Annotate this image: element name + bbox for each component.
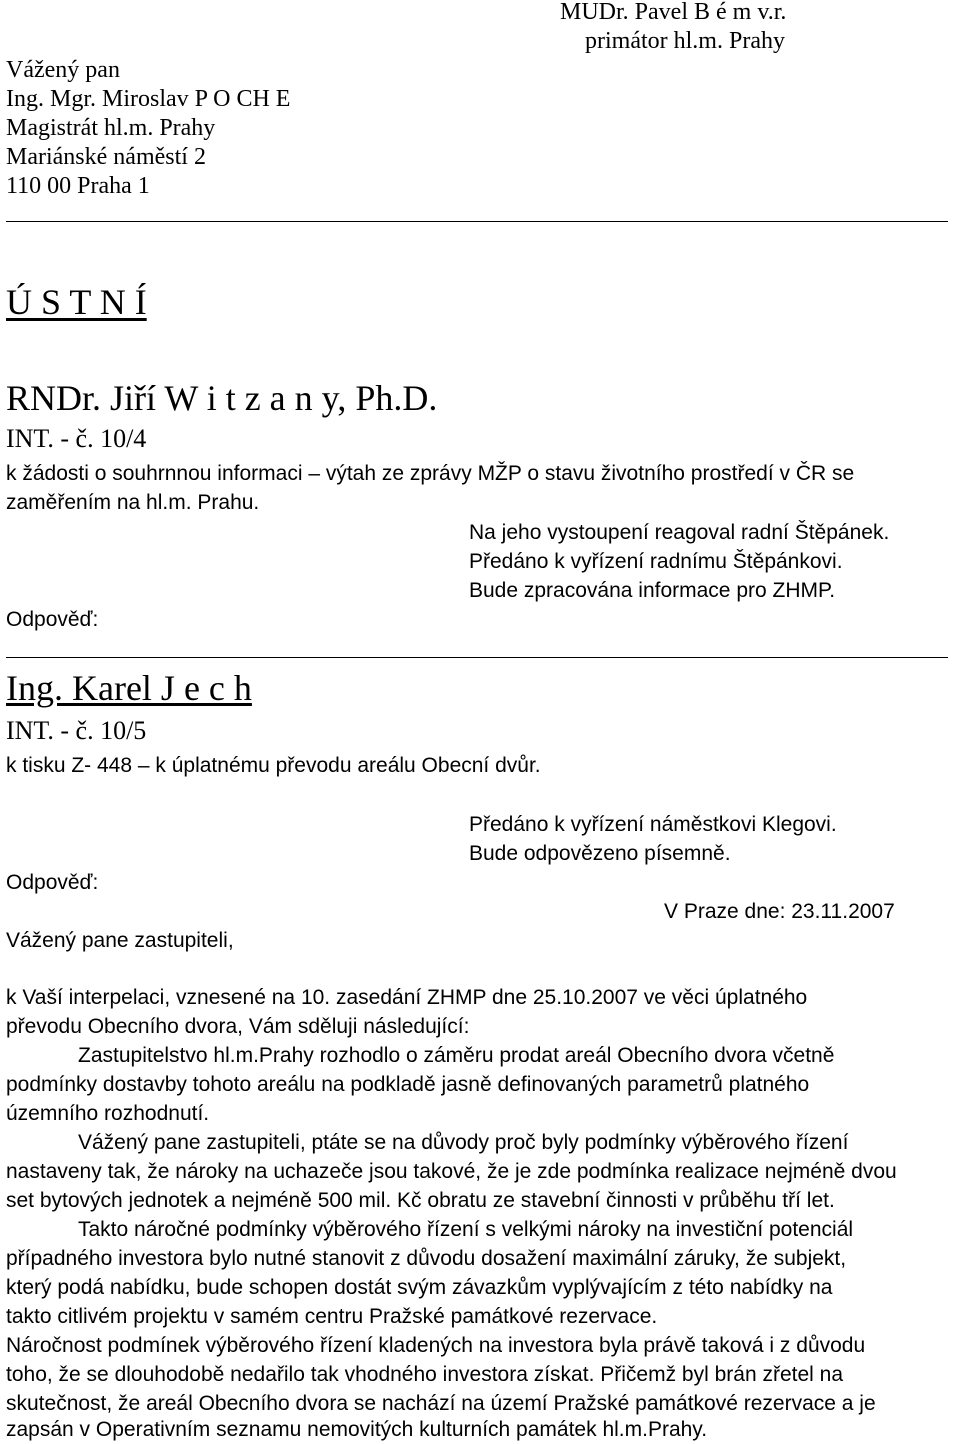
item1-note-info: Bude zpracována informace pro ZHMP. — [469, 579, 836, 602]
body-p1-line1: k Vaší interpelaci, vznesené na 10. zasedání ZHMP dne 25.10.2007 ve věci úplatného — [6, 986, 808, 1009]
item1-number: INT. - č. 10/4 — [6, 424, 147, 453]
addressee-office: Magistrát hl.m. Prahy — [6, 115, 216, 141]
item2-note-written: Bude odpovězeno písemně. — [469, 842, 731, 865]
body-p4-line1: Takto náročné podmínky výběrového řízení s velkými nároky na investiční potenciál — [78, 1218, 854, 1241]
body-p2-line1: Zastupitelstvo hl.m.Prahy rozhodlo o záměru prodat areál Obecního dvora včetně — [78, 1044, 835, 1067]
body-p3-line3: set bytových jednotek a nejméně 500 mil. Kč obratu ze stavební činnosti v průběhu tří let. — [6, 1189, 835, 1212]
item2-subject: k tisku Z- 448 – k úplatnému převodu areálu Obecní dvůr. — [6, 754, 541, 777]
divider-top — [6, 221, 948, 222]
body-p4-line3: který podá nabídku, bude schopen dostát svým závazkům vyplývajícím z této nabídky na — [6, 1276, 833, 1299]
body-p1-line2: převodu Obecního dvora, Vám sděluji následující: — [6, 1015, 470, 1038]
item1-note-assigned: Předáno k vyřízení radnímu Štěpánkovi. — [469, 550, 843, 573]
signer-name: MUDr. Pavel B é m v.r. — [560, 0, 787, 25]
addressee-city: 110 00 Praha 1 — [6, 173, 150, 199]
body-p4-line4: takto citlivém projektu v samém centru Pražské památkové rezervace. — [6, 1305, 658, 1328]
item1-speaker: RNDr. Jiří W i t z a n y, Ph.D. — [6, 378, 438, 418]
item2-answer-label: Odpověď: — [6, 871, 99, 894]
divider-middle — [6, 657, 948, 658]
body-p5-line1: Náročnost podmínek výběrového řízení kladených na investora byla právě taková i z důvodu — [6, 1334, 866, 1357]
item2-note-assigned: Předáno k vyřízení náměstkovi Klegovi. — [469, 813, 837, 836]
item1-note-reaction: Na jeho vystoupení reagoval radní Štěpánek. — [469, 521, 890, 544]
item1-answer-label: Odpověď: — [6, 608, 99, 631]
letter-greeting: Vážený pane zastupiteli, — [6, 929, 234, 952]
body-p2-line3: územního rozhodnutí. — [6, 1102, 210, 1125]
item2-speaker: Ing. Karel J e c h — [6, 668, 252, 708]
body-p5-line4: zapsán v Operativním seznamu nemovitých kulturních památek hl.m.Prahy. — [6, 1418, 708, 1441]
body-p4-line2: případného investora bylo nutné stanovit z důvodu dosažení maximální záruky, že subjekt, — [6, 1247, 847, 1270]
body-p3-line1: Vážený pane zastupiteli, ptáte se na důvody proč byly podmínky výběrového řízení — [78, 1131, 849, 1154]
signer-title: primátor hl.m. Prahy — [585, 28, 785, 54]
item1-subject-line1: k žádosti o souhrnnou informaci – výtah ze zprávy MŽP o stavu životního prostředí v ČR se — [6, 462, 855, 485]
addressee-name: Ing. Mgr. Miroslav P O CH E — [6, 86, 291, 112]
item2-number: INT. - č. 10/5 — [6, 716, 147, 745]
addressee-street: Mariánské náměstí 2 — [6, 144, 206, 170]
body-p5-line3: skutečnost, že areál Obecního dvora se nachází na území Pražské památkové rezervace a je — [6, 1392, 876, 1415]
section-title: Ú S T N Í — [6, 282, 147, 322]
letter-date: V Praze dne: 23.11.2007 — [664, 900, 895, 923]
body-p2-line2: podmínky dostavby tohoto areálu na podkladě jasně definovaných parametrů platného — [6, 1073, 810, 1096]
item1-subject-line2: zaměřením na hl.m. Prahu. — [6, 491, 260, 514]
body-p5-line2: toho, že se dlouhodobě nedařilo tak vhodného investora získat. Přičemž byl brán zřetel na — [6, 1363, 843, 1386]
addressee-salutation: Vážený pan — [6, 57, 120, 83]
body-p3-line2: nastaveny tak, že nároky na uchazeče jsou takové, že je zde podmínka realizace nejméně dvou — [6, 1160, 897, 1183]
